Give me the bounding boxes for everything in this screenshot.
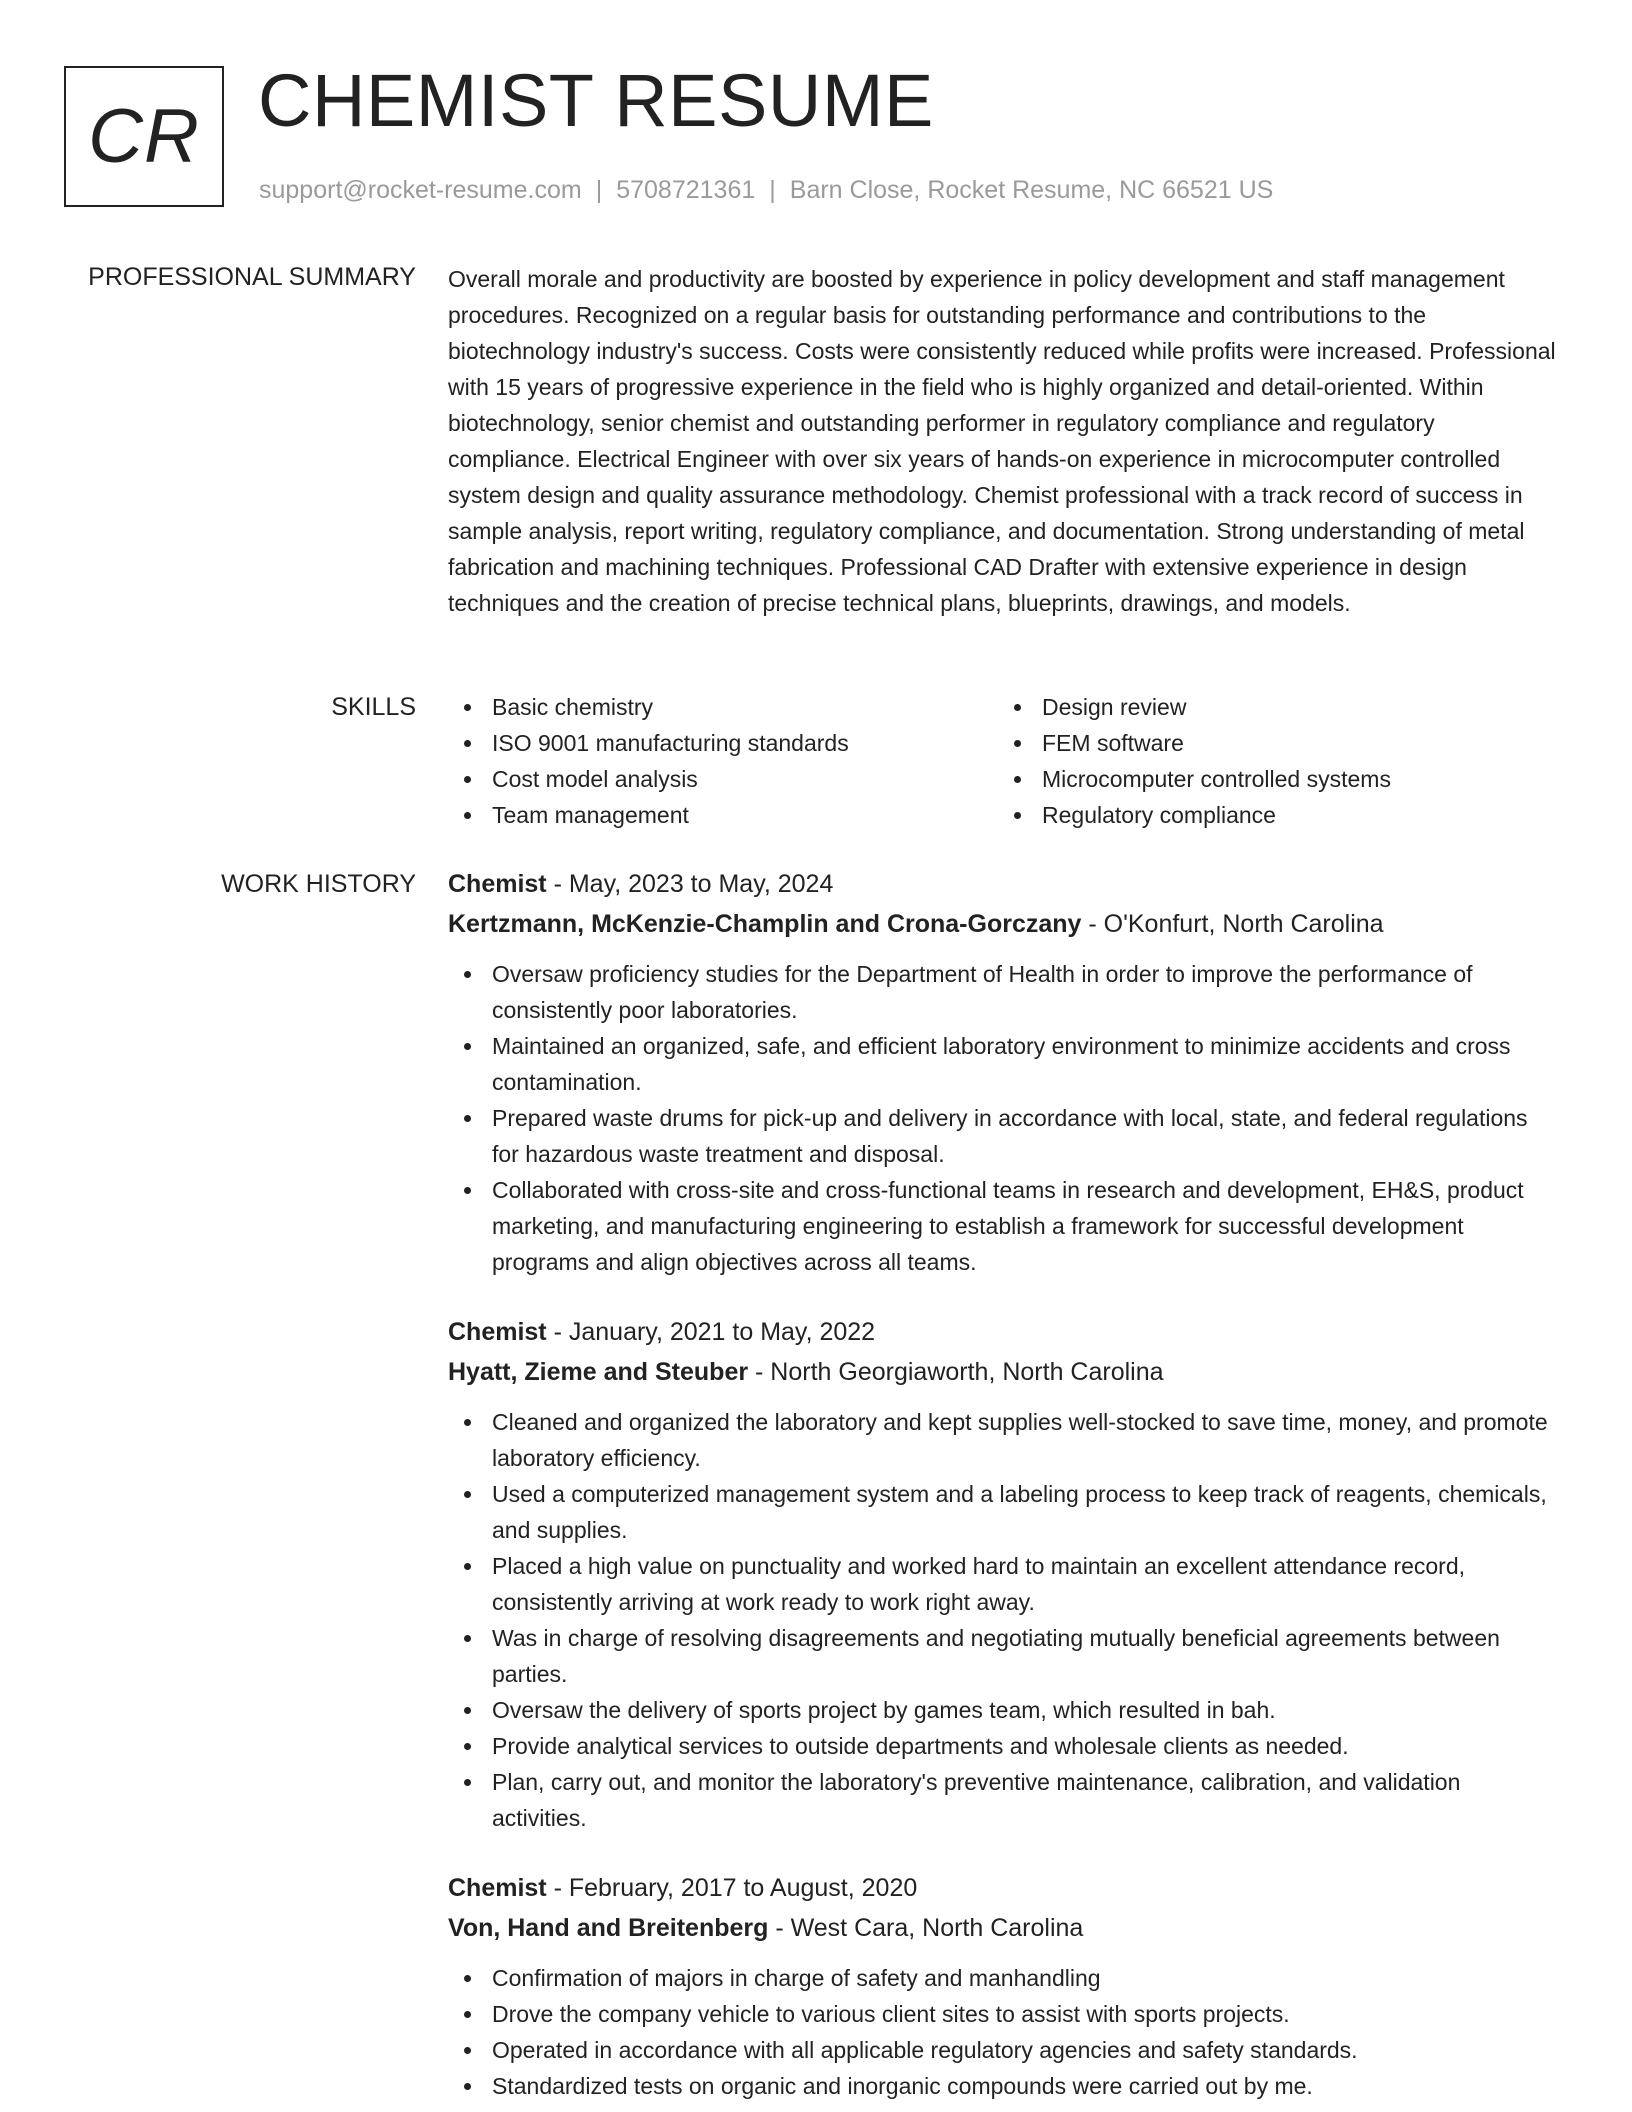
job-bullet: Provide analytical services to outside departments and wholesale clients as needed.: [448, 1728, 1560, 1764]
contact-separator: |: [595, 176, 603, 204]
job-bullet: Placed a high value on punctuality and worked hard to maintain an excellent attendance record, consistently arriving at work ready to work right away.: [448, 1548, 1560, 1620]
skills-body: [448, 689, 1560, 833]
job-title-line: [448, 866, 1560, 902]
contact-separator: |: [769, 176, 776, 204]
summary-text: Overall morale and productivity are boosted by experience in policy development and staff management procedures. Recognized on a regular basis for outstanding performance and contributions to the biotechnology industry's success. Costs were consistently reduced while profits were increased. Professional with 15 years of progressive experience in the field who is highly organized and detail-oriented. Within biotechnology, senior chemist and outstanding performer in regulatory compliance and regulatory compliance. Electrical Engineer with over six years of hands-on experience in microcomputer controlled system design and quality assurance methodology. Chemist professional with a track record of success in sample analysis, report writing, regulatory compliance, and documentation. Strong understanding of metal fabrication and machining techniques. Professional CAD Drafter with extensive experience in design techniques and the creation of precise technical plans, blueprints, drawings, and models.: [448, 266, 1556, 616]
job-entry: [448, 1870, 1560, 2104]
job-title: Chemist: [448, 1874, 547, 1902]
job-entry: [448, 866, 1560, 1280]
job-dates: - February, 2017 to August, 2020: [546, 1874, 918, 1902]
job-company-line: [448, 1910, 1560, 1946]
contact-line: [259, 174, 1273, 206]
skill-item: Microcomputer controlled systems: [998, 761, 1548, 797]
job-company: Kertzmann, McKenzie-Champlin and Crona-Gorczany: [448, 910, 1082, 938]
job-bullet: Oversaw the delivery of sports project by games team, which resulted in bah.: [448, 1692, 1560, 1728]
contact-email: support@rocket-resume.com: [259, 176, 582, 204]
skills-column-right: [998, 689, 1548, 833]
job-bullet: Confirmation of majors in charge of safety and manhandling: [448, 1960, 1560, 1996]
job-company-line: [448, 1354, 1560, 1390]
work-history-label: WORK HISTORY: [221, 870, 416, 898]
summary-body: [448, 261, 1560, 621]
job-title-line: [448, 1870, 1560, 1906]
skill-item: Cost model analysis: [448, 761, 998, 797]
page-title: CHEMIST RESUME: [258, 59, 934, 142]
job-bullet: Standardized tests on organic and inorganic compounds were carried out by me.: [448, 2068, 1560, 2104]
skills-column-left: [448, 689, 998, 833]
job-dates: - January, 2021 to May, 2022: [546, 1318, 876, 1346]
job-bullet: Oversaw proficiency studies for the Department of Health in order to improve the performance of consistently poor laboratories.: [448, 956, 1560, 1028]
monogram-box: [64, 66, 224, 207]
summary-label: PROFESSIONAL SUMMARY: [88, 263, 416, 291]
job-bullet: Used a computerized management system and a labeling process to keep track of reagents, chemicals, and supplies.: [448, 1476, 1560, 1548]
job-location: - North Georgiaworth, North Carolina: [748, 1358, 1164, 1386]
job-bullets: [448, 1960, 1560, 2104]
job-bullet: Cleaned and organized the laboratory and kept supplies well-stocked to save time, money, and promote laboratory efficiency.: [448, 1404, 1560, 1476]
job-dates: - May, 2023 to May, 2024: [546, 870, 834, 898]
contact-address: Barn Close, Rocket Resume, NC 66521 US: [789, 176, 1274, 204]
skill-item: ISO 9001 manufacturing standards: [448, 725, 998, 761]
job-bullet: Collaborated with cross-site and cross-functional teams in research and development, EH&S, product marketing, and manufacturing engineering to establish a framework for successful development programs and align objectives across all teams.: [448, 1172, 1560, 1280]
job-bullets: [448, 956, 1560, 1280]
skills-label: SKILLS: [331, 693, 416, 721]
job-bullet: Prepared waste drums for pick-up and delivery in accordance with local, state, and federal regulations for hazardous waste treatment and disposal.: [448, 1100, 1560, 1172]
skill-item: Team management: [448, 797, 998, 833]
job-bullet: Maintained an organized, safe, and efficient laboratory environment to minimize accidents and cross contamination.: [448, 1028, 1560, 1100]
skill-item: Regulatory compliance: [998, 797, 1548, 833]
skill-item: Basic chemistry: [448, 689, 998, 725]
contact-phone: 5708721361: [616, 176, 756, 204]
job-bullet: Operated in accordance with all applicable regulatory agencies and safety standards.: [448, 2032, 1560, 2068]
skills-grid: [448, 689, 1560, 833]
job-company-line: [448, 906, 1560, 942]
work-history-body: [448, 866, 1560, 2104]
job-company: Hyatt, Zieme and Steuber: [448, 1358, 749, 1386]
job-bullets: [448, 1404, 1560, 1836]
job-bullet: Was in charge of resolving disagreements and negotiating mutually beneficial agreements between parties.: [448, 1620, 1560, 1692]
job-title: Chemist: [448, 870, 547, 898]
job-company: Von, Hand and Breitenberg: [448, 1914, 769, 1942]
job-bullet: Drove the company vehicle to various client sites to assist with sports projects.: [448, 1996, 1560, 2032]
monogram-initials: CR: [88, 94, 200, 179]
skill-item: FEM software: [998, 725, 1548, 761]
skill-item: Design review: [998, 689, 1548, 725]
job-location: - West Cara, North Carolina: [768, 1914, 1084, 1942]
job-title: Chemist: [448, 1318, 547, 1346]
job-bullet: Plan, carry out, and monitor the laboratory's preventive maintenance, calibration, and validation activities.: [448, 1764, 1560, 1836]
job-location: - O'Konfurt, North Carolina: [1081, 910, 1384, 938]
job-entry: [448, 1314, 1560, 1836]
job-title-line: [448, 1314, 1560, 1350]
